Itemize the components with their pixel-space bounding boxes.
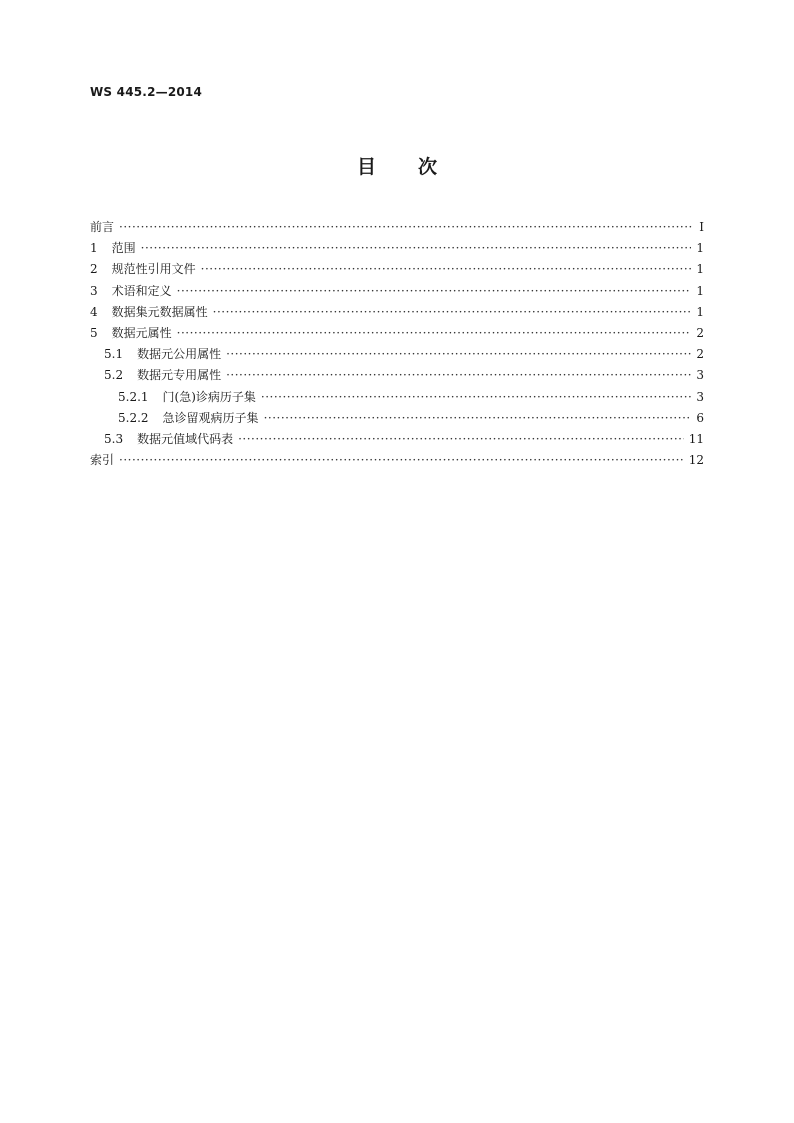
toc-label: 数据元属性 [111,325,172,340]
toc-entry-data-element-attributes[interactable] [90,323,704,344]
toc-entry-normative-references[interactable] [90,259,704,280]
toc-page: 6 [696,410,704,425]
toc-page: 12 [688,453,704,468]
toc-number: 5 [90,325,98,340]
toc-page: 2 [696,325,704,340]
toc-label: 范围 [111,241,136,256]
toc-entry-emergency-observation-records[interactable] [90,408,704,429]
toc-leader [141,238,692,259]
toc-number: 4 [90,304,98,319]
toc-number: 1 [90,241,98,256]
toc-number: 5.2.2 [118,410,149,425]
toc-page: 3 [696,368,704,383]
toc-label: 数据元值域代码表 [137,431,234,446]
toc-entry-specific-attributes[interactable] [90,365,704,386]
toc-entry-outpatient-records[interactable] [90,387,704,408]
toc-label: 前言 [90,220,115,234]
toc-entry-value-domain-codes[interactable] [90,429,704,450]
toc-page: 3 [696,389,704,404]
toc-leader [261,387,691,408]
toc-leader [226,365,691,386]
toc-label: 数据元公用属性 [137,347,222,362]
toc-label: 数据元专用属性 [137,368,222,383]
toc-leader [264,408,692,429]
standard-code: WS 445.2—2014 [90,85,203,99]
toc-number: 3 [90,283,98,298]
toc-number: 2 [90,262,98,277]
toc-page: Ⅰ [699,220,704,234]
toc-leader [177,281,692,302]
toc-entry-terms[interactable] [90,281,704,302]
toc-entry-dataset-metadata[interactable] [90,302,704,323]
toc-number: 5.3 [104,431,124,446]
toc-entry-foreword[interactable] [90,217,704,238]
toc-page: 1 [696,304,704,319]
toc-label: 急诊留观病历子集 [162,410,259,425]
toc-label: 规范性引用文件 [111,262,196,277]
toc-number: 5.1 [104,347,124,362]
toc-page: 1 [696,283,704,298]
toc-label: 门(急)诊病历子集 [162,389,256,404]
toc-entry-scope[interactable] [90,238,704,259]
toc-leader [119,450,684,471]
toc-leader [177,323,692,344]
toc-page: 2 [696,347,704,362]
toc-leader [119,217,694,238]
table-of-contents [90,217,704,471]
toc-entry-common-attributes[interactable] [90,344,704,365]
toc-page: 1 [696,241,704,256]
toc-number: 5.2 [104,368,124,383]
toc-page: 11 [688,431,704,446]
page-title: 目次 [356,156,479,178]
toc-leader [213,302,692,323]
toc-label: 术语和定义 [111,283,172,298]
toc-label: 数据集元数据属性 [111,304,208,319]
toc-entry-index[interactable] [90,450,704,471]
toc-leader [201,259,692,280]
toc-number: 5.2.1 [118,389,149,404]
toc-label: 索引 [90,453,115,468]
toc-leader [226,344,691,365]
toc-page: 1 [696,262,704,277]
toc-leader [238,429,684,450]
